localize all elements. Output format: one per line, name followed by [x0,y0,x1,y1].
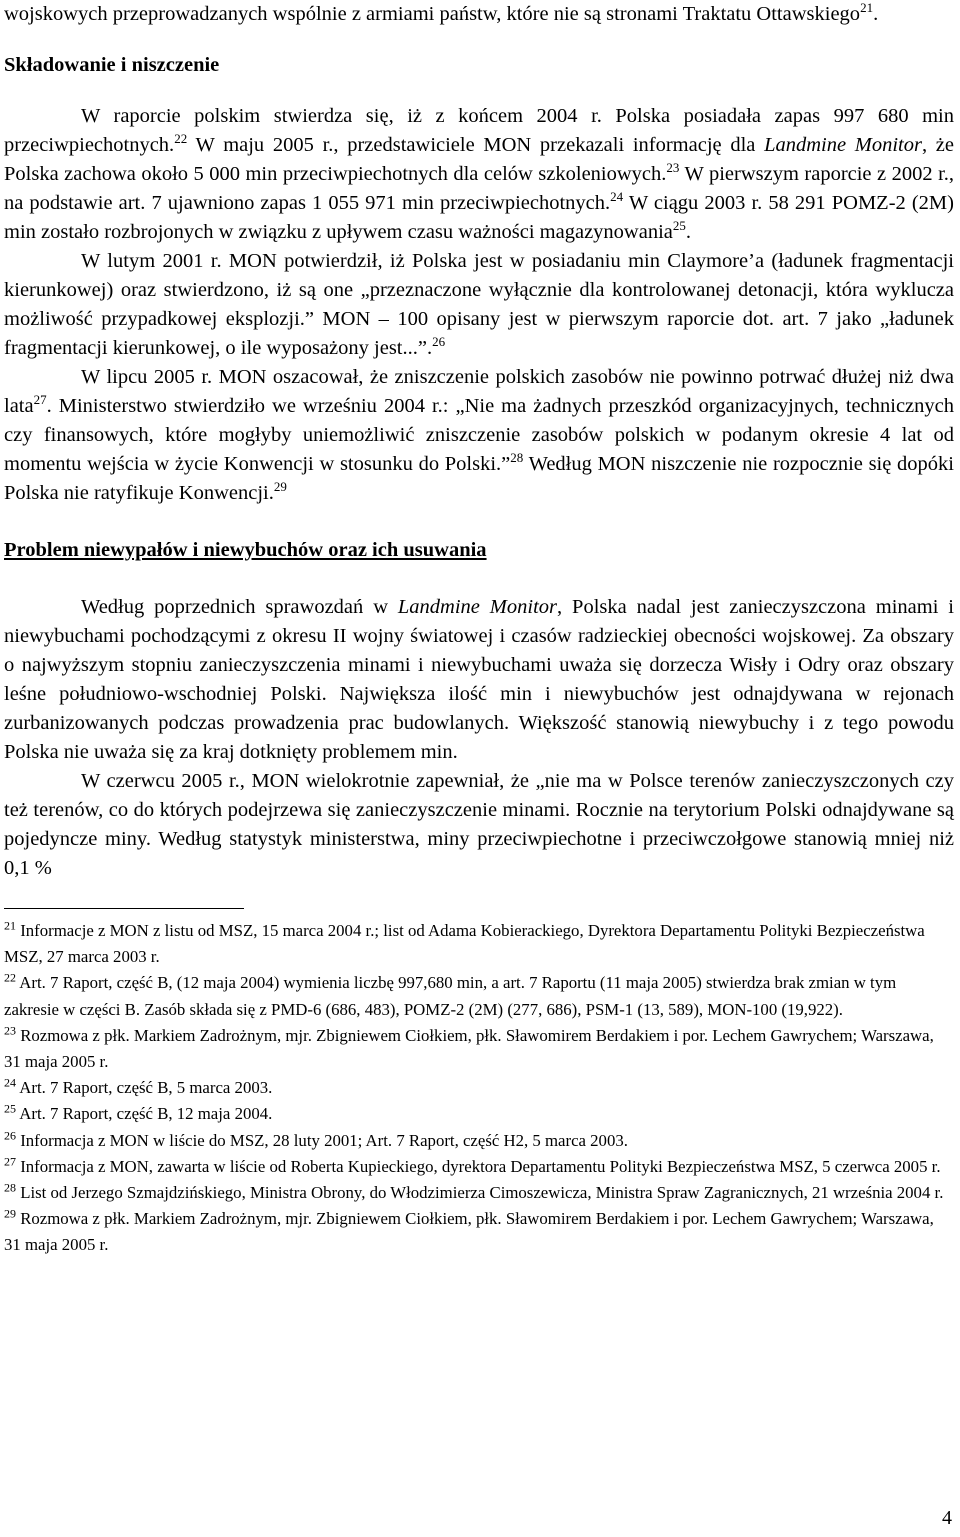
footnote-number: 27 [4,1154,16,1169]
footnote-ref-21[interactable]: 21 [860,0,874,16]
storage-text-6: . [685,221,691,243]
footnote-number: 23 [4,1023,16,1038]
storage-text-2: W maju 2005 r., przedstawiciele MON przekazali informację dla [187,134,765,156]
landmine-monitor-title-2: Landmine Monitor [397,596,558,618]
footnote-text: Informacja z MON w liście do MSZ, 28 luty 2001; Art. 7 Raport, część H2, 5 marca 2003. [16,1130,628,1150]
footnote-text: List od Jerzego Szmajdzińskiego, Ministra Obrony, do Włodzimierza Cimoszewicza, Ministra Spraw Zagranicznych, 21 września 2004 r. [16,1183,944,1203]
footnote-28 [4,1180,954,1206]
destruction-text-3: Według MON niszczenie nie rozpocznie się dopóki Polska nie ratyfikuje Konwencji. [4,453,955,504]
footnote-text: Art. 7 Raport, część B, 12 maja 2004. [16,1104,273,1124]
footnote-22 [4,970,954,1022]
footnote-21 [4,918,954,970]
footnote-23 [4,1023,954,1075]
footnote-ref-24[interactable]: 24 [610,189,624,205]
destruction-text-1: W lipcu 2005 r. MON oszacował, że zniszczenie polskich zasobów nie powinno potrwać dłużej niż dwa lata [4,366,954,417]
june-paragraph [4,767,954,883]
storage-text-5: W ciągu 2003 r. 58 291 POMZ-2 (2M) min zostało rozbrojonych w związku z upływem czasu ważności magazynowania [4,192,954,243]
page-number: 4 [942,1507,952,1529]
footnote-number: 26 [4,1128,16,1143]
section-heading-problem: Problem niewypałów i niewybuchów oraz ich usuwania [4,539,487,561]
footnote-26 [4,1128,954,1154]
intro-text-end: . [873,3,879,25]
footnote-ref-22[interactable]: 22 [174,131,188,147]
destruction-paragraph [4,363,954,508]
claymore-paragraph [4,247,954,363]
storage-text-4: W pierwszym raporcie z 2002 r., na podstawie art. 7 ujawniono zapas 1 055 971 min przeciwpiechotnych. [4,163,955,214]
footnote-ref-28[interactable]: 28 [510,450,524,466]
footnote-text: Rozmowa z płk. Markiem Zadrożnym, mjr. Zbigniewem Ciołkiem, płk. Sławomirem Berdakiem i por. Lechem Gawrychem; Warszawa, 31 maja 2005 r. [4,1025,934,1072]
footnote-number: 24 [4,1075,16,1090]
storage-text-3: , że Polska zachowa około 5 000 min przeciwpiechotnych dla celów szkoleniowych. [4,134,954,185]
problem-text-1: Według poprzednich sprawozdań w [81,596,398,618]
footnote-27 [4,1154,954,1180]
june-text: W czerwcu 2005 r., MON wielokrotnie zapewniał, że „nie ma w Polsce terenów zanieczyszczonych czy też terenów, co do których podejrzewa się zanieczyszczenie minami. Rocznie na terytorium Polski odnajdywane są pojedyncze miny. Według statystyk ministerstwa, miny przeciwpiechotne i przeciwczołgowe stanowią mniej niż 0,1 % [4,770,954,879]
footnote-ref-23[interactable]: 23 [666,160,680,176]
claymore-text: W lutym 2001 r. MON potwierdził, iż Polska jest w posiadaniu min Claymore’a (ładunek fragmentacji kierunkowej) oraz stwierdzono, iż są one „przeznaczone wyłącznie dla kontrolowanej detonacji, która wyklucza możliwość przypadkowej eksplozji.” MON – 100 opisany jest w pierwszym raporcie dot. art. 7 jako „ładunek fragmentacji kierunkowej, o ile wyposażony jest...”. [4,250,954,359]
landmine-monitor-title: Landmine Monitor [764,134,922,156]
footnote-separator [4,908,244,909]
destruction-text-2: . Ministerstwo stwierdziło we wrześniu 2004 r.: „Nie ma żadnych przeszkód organizacyjnych, technicznych czy finansowych, które mogłyby uniemożliwić zniszczenie zasobów polskich w podanym okresie 4 lat od momentu wejścia w życie Konwencji w stosunku do Polski.” [4,395,954,475]
footnote-ref-26[interactable]: 26 [432,334,446,350]
footnote-29 [4,1206,954,1258]
section-heading-storage: Składowanie i niszczenie [4,54,220,76]
footnote-number: 25 [4,1101,16,1116]
intro-paragraph [4,0,954,29]
footnote-25 [4,1101,954,1127]
footnote-text: Art. 7 Raport, część B, (12 maja 2004) wymienia liczbę 997,680 min, a art. 7 Raportu (11 maja 2005) stwierdza brak zmian w tym zakresie w części B. Zasób składa się z PMD-6 (686, 483), POMZ-2 (2M) (277, 686), PSM-1 (13, 589), MON-100 (19,922). [4,973,897,1019]
document-page [4,0,954,1259]
footnote-text: Informacje z MON z listu od MSZ, 15 marca 2004 r.; list od Adama Kobierackiego, Dyrektora Departamentu Polityki Bezpieczeństwa MSZ, 27 marca 2003 r. [4,921,925,967]
footnote-number: 22 [4,970,16,985]
footnote-ref-25[interactable]: 25 [672,218,686,234]
footnote-ref-29[interactable]: 29 [273,479,287,495]
storage-text-1: W raporcie polskim stwierdza się, iż z końcem 2004 r. Polska posiadała zapas 997 680 min przeciwpiechotnych. [4,105,954,156]
footnote-number: 28 [4,1180,16,1195]
storage-paragraph [4,102,954,247]
problem-text-2: , Polska nadal jest zanieczyszczona minami i niewybuchami pochodzącymi z okresu II wojny światowej i czasów radzieckiej obecności wojskowej. Za obszary o najwyższym stopniu zanieczyszczenia minami i niewybuchami uważa się dorzecza Wisły i Odry oraz obszary leśne południowo-wschodniej Polski. Największa ilość min i niewybuchów jest odnajdywana w rejonach zurbanizowanych podczas prowadzenia prac budowlanych. Większość stanowią niewybuchy i z tego powodu Polska nie uważa się za kraj dotknięty problemem min. [4,596,954,763]
footnote-number: 29 [4,1206,16,1221]
footnote-text: Informacja z MON, zawarta w liście od Roberta Kupieckiego, dyrektora Departamentu Polityki Bezpieczeństwa MSZ, 5 czerwca 2005 r. [16,1156,941,1176]
footnote-number: 21 [4,918,16,933]
problem-paragraph [4,593,954,767]
footnote-text: Rozmowa z płk. Markiem Zadrożnym, mjr. Zbigniewem Ciołkiem, płk. Sławomirem Berdakiem i por. Lechem Gawrychem; Warszawa, 31 maja 2005 r. [4,1209,934,1255]
footnote-text: Art. 7 Raport, część B, 5 marca 2003. [16,1078,273,1098]
footnote-ref-27[interactable]: 27 [33,392,47,408]
footnote-24 [4,1075,954,1101]
footnotes [4,918,954,1259]
intro-text: wojskowych przeprowadzanych wspólnie z armiami państw, które nie są stronami Traktatu Ottawskiego [4,3,861,25]
